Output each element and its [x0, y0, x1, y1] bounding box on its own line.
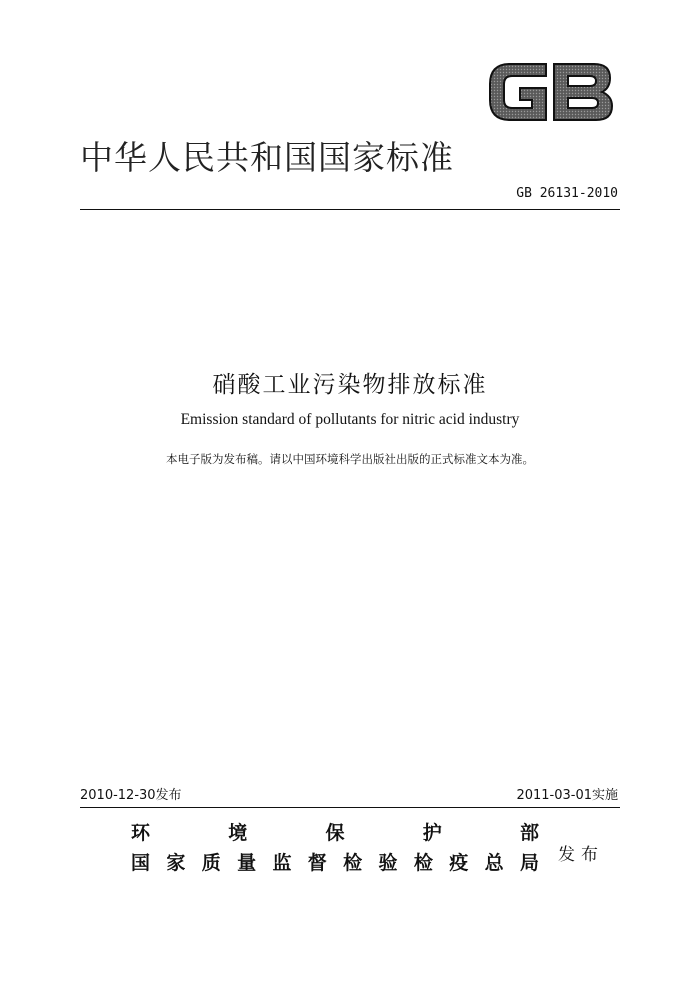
issuer-char: 国 — [131, 852, 151, 874]
issuer-char: 家 — [166, 852, 186, 874]
issuer-char: 境 — [228, 822, 248, 844]
issuer-ministry-environment — [131, 818, 539, 845]
issuer-char: 检 — [343, 852, 363, 874]
issuer-char: 总 — [484, 852, 504, 874]
issue-date: 2010-12-30发布 — [80, 788, 182, 803]
issuer-char: 疫 — [449, 852, 469, 874]
issuer-char: 局 — [519, 852, 539, 874]
issuer-char: 督 — [307, 852, 327, 874]
gb-logo-icon — [484, 56, 618, 128]
issuer-char: 量 — [237, 852, 257, 874]
header-divider — [80, 209, 620, 210]
issuer-aqsiq — [131, 848, 539, 875]
country-standard-title: 中华人民共和国国家标准 — [80, 138, 454, 177]
standard-title-english: Emission standard of pollutants for nitric acid industry — [180, 411, 520, 428]
issuer-char: 质 — [201, 852, 221, 874]
standard-code: GB 26131-2010 — [516, 186, 618, 201]
issuer-char: 检 — [413, 852, 433, 874]
footer-divider — [80, 807, 620, 808]
issuer-char: 部 — [519, 822, 539, 844]
issuer-char: 监 — [272, 852, 292, 874]
publish-label: 发布 — [558, 845, 604, 865]
issuer-char: 护 — [422, 822, 442, 844]
standard-title-chinese: 硝酸工业污染物排放标准 — [212, 372, 488, 398]
issuer-char: 保 — [325, 822, 345, 844]
issuer-char: 验 — [378, 852, 398, 874]
implementation-date: 2011-03-01实施 — [516, 788, 618, 803]
electronic-version-note: 本电子版为发布稿。请以中国环境科学出版社出版的正式标准文本为准。 — [166, 452, 534, 466]
issuer-char: 环 — [131, 822, 151, 844]
